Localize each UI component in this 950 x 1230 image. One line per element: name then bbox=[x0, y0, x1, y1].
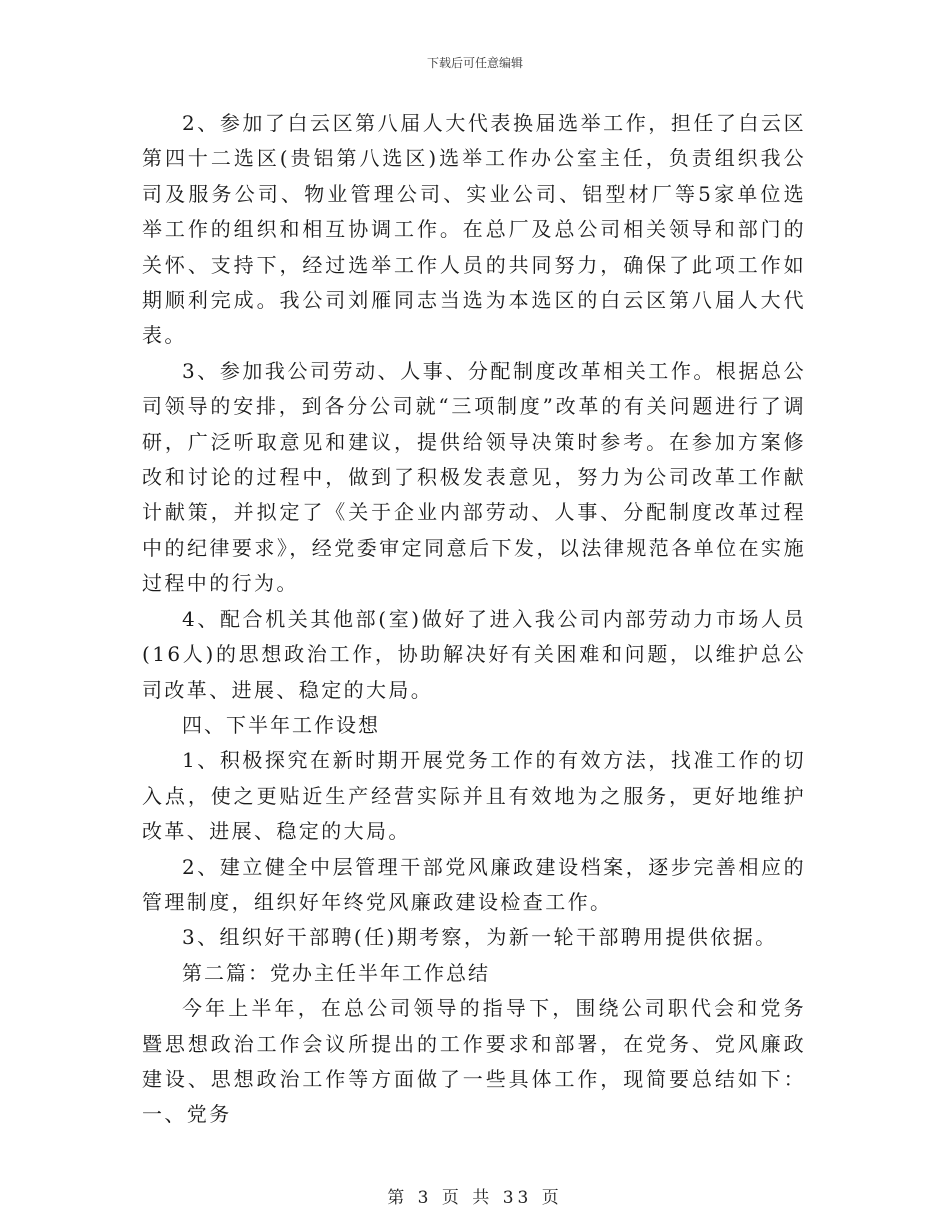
paragraph-plan-3: 3、组织好干部聘(任)期考察，为新一轮干部聘用提供依据。 bbox=[182, 925, 778, 950]
paragraph-election-work: 2、参加了白云区第八届人大代表换届选举工作，担任了白云区第四十二选区(贵铝第八选区)选举工作办公室主任，负责组织我公司及服务公司、物业管理公司、实业公司、铝型材厂等5家单位选举工作的组织和相互协调工作。在总厂及总公司相关领导和部门的关怀、支持下，经过选举工作人员的共同努力，确保了此项工作如期顺利完成。我公司刘雁同志当选为本选区的白云区第八届人大代表。 bbox=[142, 111, 806, 348]
paragraph-reform-work: 3、参加我公司劳动、人事、分配制度改革相关工作。根据总公司领导的安排，到各分公司就“三项制度”改革的有关问题进行了调研，广泛听取意见和建议，提供给领导决策时参考。在参加方案修改和讨论的过程中，做到了积极发表意见，努力为公司改革工作献计献策，并拟定了《关于企业内部劳动、人事、分配制度改革过程中的纪律要求》，经党委审定同意后下发，以法律规范各单位在实施过程中的行为。 bbox=[142, 358, 806, 596]
paragraph-intro-second: 今年上半年，在总公司领导的指导下，围绕公司职代会和党务暨思想政治工作会议所提出的工作要求和部署，在党务、党风廉政建设、思想政治工作等方面做了一些具体工作，现简要总结如下：一、党务 bbox=[142, 996, 806, 1127]
page-header: 下载后可任意编辑 bbox=[426, 56, 523, 70]
paragraph-plan-1: 1、积极探究在新时期开展党务工作的有效方法，找准工作的切入点，使之更贴近生产经营实际并且有效地为之服务，更好地维护改革、进展、稳定的大局。 bbox=[142, 748, 806, 844]
page-footer: 第 3 页 共 33 页 bbox=[387, 1188, 563, 1208]
paragraph-labor-market: 4、配合机关其他部(室)做好了进入我公司内部劳动力市场人员(16人)的思想政治工作，协助解决好有关困难和问题，以维护总公司改革、进展、稳定的大局。 bbox=[142, 606, 806, 702]
document-body bbox=[142, 106, 806, 1133]
paragraph-plan-2: 2、建立健全中层管理干部党风廉政建设档案，逐步完善相应的管理制度，组织好年终党风廉政建设检查工作。 bbox=[142, 854, 806, 914]
section-heading-plans: 四、下半年工作设想 bbox=[182, 712, 380, 737]
chapter-heading-second: 第二篇：党办主任半年工作总结 bbox=[182, 960, 490, 985]
